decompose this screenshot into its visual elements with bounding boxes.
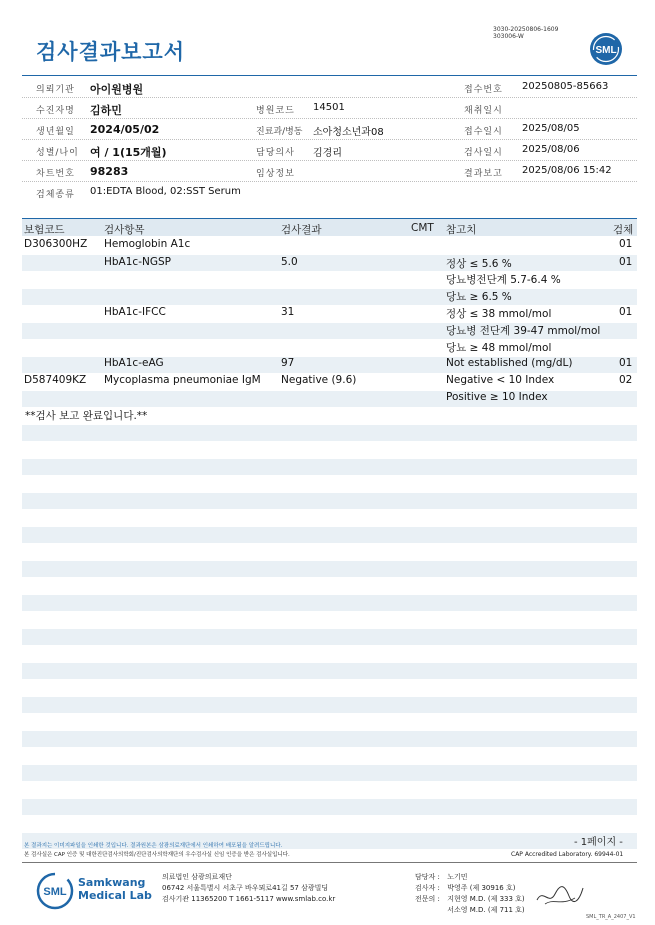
row-reference: 당뇨 ≥ 48 mmol/mol [446, 342, 552, 354]
department-label: 진료과/병동 [256, 127, 303, 137]
header-reference: 참고치 [446, 224, 477, 236]
staff-label: 전문의 : [415, 895, 440, 903]
org-contact: 검사기관 11365200 T 1661-5117 www.smlab.co.kr [162, 895, 336, 903]
row-reference: 정상 ≤ 38 mmol/mol [446, 308, 552, 320]
accreditation-notice: 본 검사실은 CAP 인증 및 대한진단검사의학회/진단검사의학재단의 우수검사실 신임 인증을 받은 검사실입니다. [24, 852, 290, 858]
footer-divider [22, 862, 637, 863]
row-result: 5.0 [281, 256, 298, 268]
image-print-notice: 본 결과지는 이미지파일을 인쇄한 것입니다. 결과원본은 삼광의료재단에서 인쇄하여 배포됨을 알려드립니다. [24, 843, 283, 849]
organization-info [162, 872, 335, 905]
doctor-label: 담당의사 [256, 148, 295, 158]
brand-name [78, 876, 152, 902]
header-cmt: CMT [411, 222, 434, 234]
row-item: Mycoplasma pneumoniae IgM [104, 374, 261, 386]
sml-circle-logo-icon [589, 32, 623, 66]
patient-label: 수진자명 [36, 106, 75, 116]
document-code [493, 26, 558, 40]
clinical-info-label: 임상정보 [256, 169, 295, 179]
row-item: Hemoglobin A1c [104, 238, 191, 250]
staff-value: 지현영 M.D. (제 333 호) [447, 895, 525, 903]
cap-accreditation: CAP Accredited Laboratory. 69944-01 [511, 851, 624, 858]
doctor-value: 김경리 [313, 148, 342, 159]
test-date-label: 검사일시 [464, 148, 503, 158]
staff-info [415, 872, 525, 916]
document-code-line-2: 303006-W [493, 33, 524, 40]
test-date-value: 2025/08/06 [522, 144, 580, 155]
brand-line-1: Samkwang [78, 876, 146, 889]
info-row [22, 78, 637, 98]
chart-no-value: 98283 [90, 165, 129, 178]
row-specimen: 02 [619, 374, 633, 386]
row-result: 97 [281, 357, 295, 369]
row-stripe [22, 629, 637, 645]
receipt-no-label: 접수번호 [464, 85, 503, 95]
header-result: 검사결과 [281, 224, 322, 236]
row-result: Negative (9.6) [281, 374, 357, 386]
staff-value: 서소영 M.D. (제 711 호) [447, 906, 525, 914]
row-specimen: 01 [619, 306, 633, 318]
org-name: 의료법인 삼광의료재단 [162, 873, 232, 881]
info-row [22, 162, 637, 182]
row-reference: Negative < 10 Index [446, 374, 555, 386]
sml-footer-logo-icon [36, 872, 74, 910]
report-remark: **검사 보고 완료입니다.** [25, 410, 148, 422]
staff-label: 담당자 : [415, 873, 440, 881]
top-logo-text: SML [595, 45, 617, 56]
org-address: 06742 서울특별시 서초구 바우뫼로41길 57 삼광빌딩 [162, 884, 329, 892]
patient-value: 김하민 [90, 104, 122, 117]
row-stripe [22, 799, 637, 815]
row-specimen: 01 [619, 238, 633, 250]
staff-value: 박영주 (제 30916 호) [447, 884, 516, 892]
row-stripe [22, 527, 637, 543]
sex-age-value: 여 / 1(15개월) [90, 146, 167, 159]
title-divider [22, 75, 637, 76]
staff-value: 노기민 [447, 873, 468, 881]
row-stripe [22, 765, 637, 781]
page-number: - 1페이지 - [574, 837, 623, 848]
report-date-label: 결과보고 [464, 169, 503, 179]
row-stripe [22, 425, 637, 441]
row-stripe [22, 289, 637, 305]
row-stripe [22, 493, 637, 509]
chart-no-label: 차트번호 [36, 169, 75, 179]
row-code: D587409KZ [24, 374, 87, 386]
info-row [22, 183, 637, 203]
hospital-code-value: 14501 [313, 102, 345, 113]
specimen-value: 01:EDTA Blood, 02:SST Serum [90, 186, 241, 197]
row-specimen: 01 [619, 357, 633, 369]
row-stripe [22, 697, 637, 713]
info-row [22, 141, 637, 161]
signature-icon [535, 880, 585, 910]
row-stripe [22, 731, 637, 747]
report-title: 검사결과보고서 [36, 40, 186, 64]
row-stripe [22, 561, 637, 577]
results-header [22, 218, 637, 236]
receipt-date-value: 2025/08/05 [522, 123, 580, 134]
hospital-code-label: 병원코드 [256, 106, 295, 116]
form-code: SML_TR_A_2407_V1 [586, 914, 636, 920]
row-reference: 당뇨병전단계 5.7-6.4 % [446, 274, 561, 286]
footer-logo-text: SML [43, 886, 67, 898]
row-reference: 당뇨 ≥ 6.5 % [446, 291, 512, 303]
header-specimen: 검체 [613, 224, 634, 236]
department-value: 소아청소년과08 [313, 127, 384, 138]
header-item: 검사항목 [104, 224, 145, 236]
row-reference: Not established (mg/dL) [446, 357, 573, 369]
row-item: HbA1c-NGSP [104, 256, 171, 268]
sex-age-label: 성별/나이 [36, 148, 79, 158]
info-row [22, 99, 637, 119]
report-date-value: 2025/08/06 15:42 [522, 165, 612, 176]
birth-value: 2024/05/02 [90, 123, 160, 136]
collect-date-label: 채취일시 [464, 106, 503, 116]
row-stripe [22, 663, 637, 679]
brand-line-2: Medical Lab [78, 889, 152, 902]
row-specimen: 01 [619, 256, 633, 268]
receipt-no-value: 20250805-85663 [522, 81, 609, 92]
row-stripe [22, 595, 637, 611]
staff-label: 검사자 : [415, 884, 440, 892]
row-stripe [22, 459, 637, 475]
specimen-label: 검체종류 [36, 190, 75, 200]
row-code: D306300HZ [24, 238, 88, 250]
row-reference: 당뇨병 전단계 39-47 mmol/mol [446, 325, 601, 337]
birth-label: 생년월일 [36, 127, 75, 137]
row-item: HbA1c-eAG [104, 357, 164, 369]
row-result: 31 [281, 306, 295, 318]
document-code-line-1: 3030-20250806-1609 [493, 26, 559, 33]
header-code: 보험코드 [24, 224, 65, 236]
institution-value: 아이원병원 [90, 83, 144, 96]
row-reference: Positive ≥ 10 Index [446, 391, 548, 403]
row-item: HbA1c-IFCC [104, 306, 166, 318]
institution-label: 의뢰기관 [36, 85, 75, 95]
row-reference: 정상 ≤ 5.6 % [446, 258, 512, 270]
info-row [22, 120, 637, 140]
receipt-date-label: 접수일시 [464, 127, 503, 137]
